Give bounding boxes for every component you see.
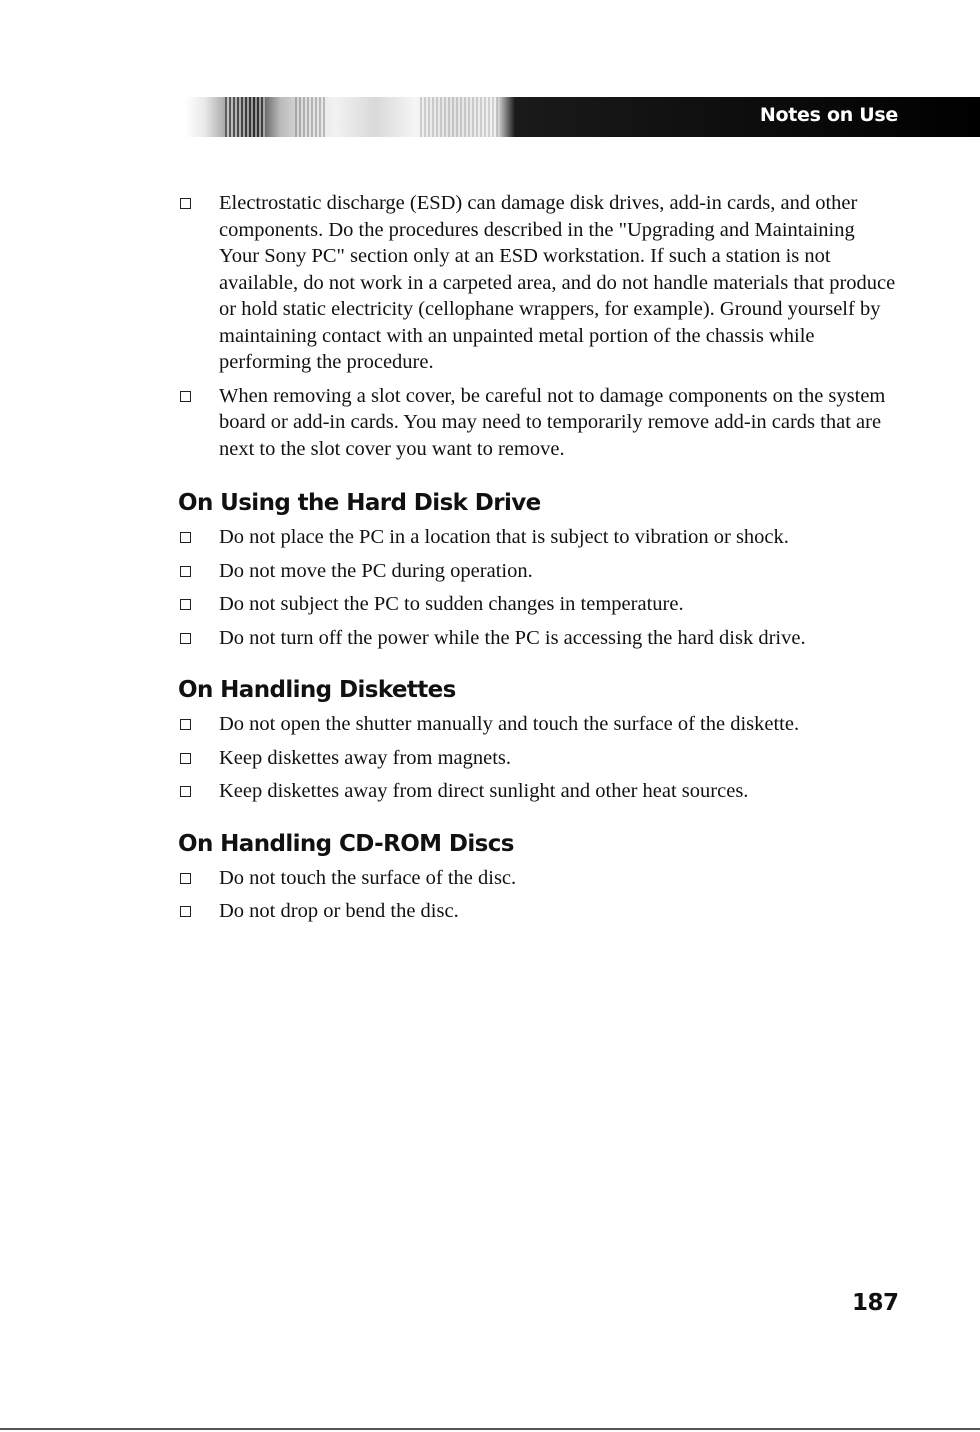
list-item <box>178 898 898 925</box>
list-item <box>178 625 898 652</box>
list-item <box>178 591 898 618</box>
list-item-text: Do not touch the surface of the disc. <box>219 866 517 889</box>
list-item-text: Keep diskettes away from magnets. <box>219 746 512 769</box>
header-texture <box>295 97 325 137</box>
list-item-text: Keep diskettes away from direct sunlight and other heat sources. <box>219 780 749 802</box>
hard-disk-list <box>178 524 898 651</box>
checkbox-bullet-icon <box>180 633 191 644</box>
page-content <box>178 190 898 932</box>
checkbox-bullet-icon <box>180 599 191 610</box>
list-item <box>178 190 898 376</box>
list-item-text: Do not move the PC during operation. <box>219 559 533 582</box>
checkbox-bullet-icon <box>180 906 191 917</box>
list-item <box>178 778 898 805</box>
list-item <box>178 524 898 551</box>
header-bar <box>185 97 980 137</box>
header-title: Notes on Use <box>759 104 898 126</box>
list-item-text: Electrostatic discharge (ESD) can damage disk drives, add-in cards, and other components. Do the procedures described in the "Upgrading and Maintaining Your Sony PC" section only at an ESD workstation. If such a station is not available, do not work in a carpeted area, and do not handle materials that produce or hold static electricity (cellophane wrappers, for example). Ground yourself by maintaining contact with an unpainted metal portion of the chassis while performing the procedure. <box>219 192 896 373</box>
list-item <box>178 558 898 585</box>
header-texture <box>225 97 265 137</box>
checkbox-bullet-icon <box>180 532 191 543</box>
checkbox-bullet-icon <box>180 198 191 209</box>
bottom-rule <box>0 1428 980 1430</box>
checkbox-bullet-icon <box>180 786 191 797</box>
list-item-text: Do not drop or bend the disc. <box>219 900 459 922</box>
checkbox-bullet-icon <box>180 391 191 402</box>
section-heading: On Handling Diskettes <box>178 677 456 703</box>
list-item-text: Do not place the PC in a location that is subject to vibration or shock. <box>219 526 789 548</box>
section-heading: On Using the Hard Disk Drive <box>178 490 541 516</box>
diskettes-list <box>178 711 898 805</box>
list-item <box>178 711 898 738</box>
checkbox-bullet-icon <box>180 719 191 730</box>
list-item-text: Do not turn off the power while the PC is accessing the hard disk drive. <box>219 626 806 649</box>
section-heading: On Handling CD-ROM Discs <box>178 830 514 857</box>
checkbox-bullet-icon <box>180 873 191 884</box>
checkbox-bullet-icon <box>180 566 191 577</box>
list-item <box>178 865 898 892</box>
list-item <box>178 745 898 772</box>
list-item-text: Do not open the shutter manually and touch the surface of the diskette. <box>219 713 800 735</box>
checkbox-bullet-icon <box>180 753 191 764</box>
intro-list <box>178 190 898 462</box>
list-item <box>178 383 898 463</box>
page-number: 187 <box>852 1290 899 1316</box>
list-item-text: Do not subject the PC to sudden changes in temperature. <box>219 593 684 615</box>
list-item-text: When removing a slot cover, be careful not to damage components on the system board or add-in cards. You may need to temporarily remove add-in cards that are next to the slot cover you want to remove. <box>219 384 886 460</box>
header-texture <box>420 97 500 137</box>
cdrom-list <box>178 865 898 925</box>
